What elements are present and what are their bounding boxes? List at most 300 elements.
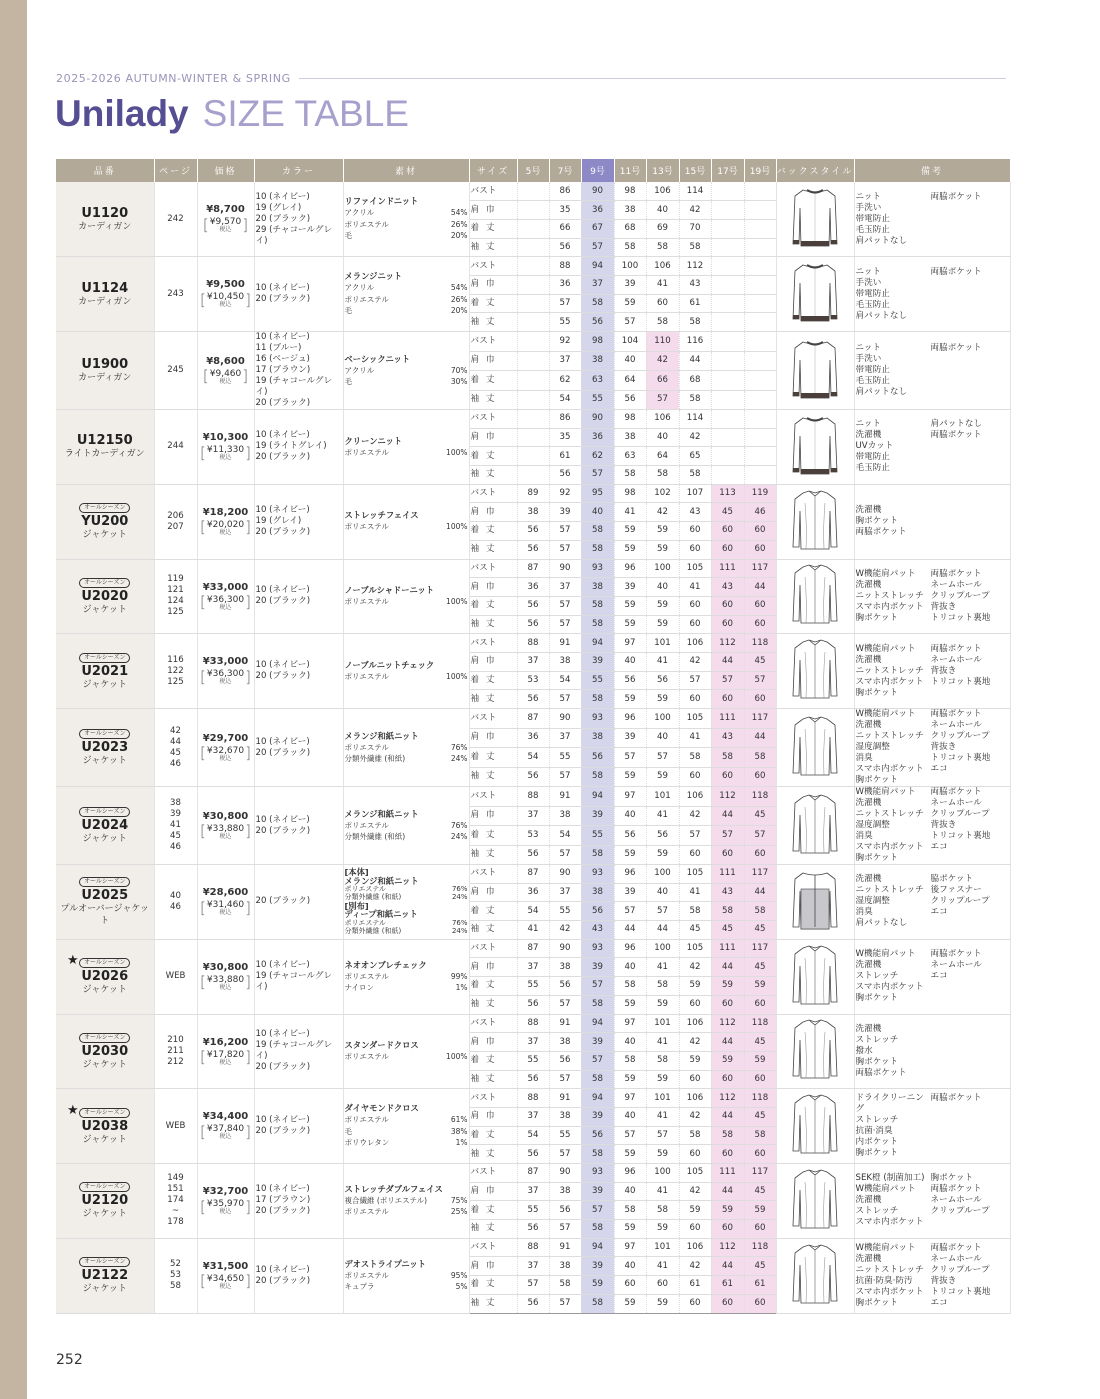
size-value: 41	[646, 275, 679, 294]
catalog-page-cell	[154, 787, 197, 865]
color-option: 20 (ブラック)	[255, 596, 311, 607]
notes-columns	[856, 874, 1009, 929]
product-name: カーディガン	[78, 296, 132, 307]
price-incl-tax-value: ¥35,970	[206, 1199, 245, 1210]
size-value: 60	[744, 1220, 776, 1239]
size-value: 59	[744, 1201, 776, 1220]
notes-columns	[856, 343, 1009, 398]
note-item: 両脇ポケット	[930, 1093, 982, 1104]
size-value: 59	[646, 767, 679, 787]
size-value: 106	[646, 257, 679, 276]
color-option: 20 (ブラック)	[255, 294, 311, 305]
material-title: スタンダードクロス	[344, 1040, 419, 1051]
size-value: 94	[581, 634, 614, 653]
back-style-cell	[776, 1089, 854, 1164]
size-value	[711, 257, 744, 276]
size-value: 41	[646, 1107, 679, 1126]
size-value: 41	[679, 883, 711, 902]
size-value: 55	[517, 977, 549, 996]
material-name: ポリエステル	[344, 742, 389, 752]
product-name: ジャケット	[82, 756, 127, 766]
material-name: ポリウレタン	[344, 1138, 390, 1148]
bracket-right: ]	[245, 667, 251, 686]
catalog-page-number: 116	[167, 654, 184, 665]
back-style-cell	[776, 1014, 854, 1089]
size-value: 92	[549, 484, 581, 503]
notes-column	[931, 1024, 1009, 1079]
size-value: 60	[711, 995, 744, 1014]
bracket-left: [	[200, 898, 206, 917]
note-item: 帯電防止	[855, 365, 890, 375]
price-incl-tax-value: ¥36,300	[206, 594, 245, 605]
size-value: 59	[646, 615, 679, 634]
size-value	[744, 275, 776, 294]
material-title: [本体]	[344, 867, 369, 878]
size-value: 61	[549, 447, 581, 466]
size-value: 101	[646, 1014, 679, 1033]
material-name: ポリエステル	[344, 918, 386, 927]
color-cell	[254, 1238, 343, 1313]
size-value: 40	[646, 201, 679, 220]
size-value: 91	[549, 787, 581, 807]
size-value: 59	[711, 977, 744, 996]
size-value	[517, 238, 549, 257]
material-line	[345, 820, 468, 832]
measure-label: 着 丈	[469, 1201, 517, 1220]
note-item: ニット	[855, 419, 881, 430]
color-option: 20 (ブラック)	[255, 747, 311, 758]
material-name: ポリエステル	[344, 1207, 389, 1217]
material-name: キュプラ	[344, 1282, 375, 1292]
col-header-notes: 備考	[854, 159, 1010, 182]
note-item: スマホ内ポケット	[855, 982, 924, 993]
product-code-cell	[56, 865, 154, 940]
measure-label: 袖 丈	[469, 313, 517, 332]
bracket-left: [	[200, 443, 206, 462]
product-name: ジャケット	[82, 679, 127, 690]
size-value: 56	[549, 1051, 581, 1070]
material-percent: 95%	[450, 1270, 468, 1280]
size-value: 118	[744, 787, 776, 807]
material-percent: 99%	[450, 971, 468, 981]
product-name: ジャケット	[82, 1134, 127, 1145]
catalog-page-number: 40	[170, 890, 181, 901]
measure-label: 着 丈	[469, 219, 517, 238]
product-name: ジャケット	[82, 604, 127, 615]
size-value: 57	[517, 1276, 549, 1295]
notes-column	[931, 1243, 1009, 1309]
size-value: 54	[517, 902, 549, 921]
note-item: 帯電防止	[855, 452, 890, 463]
material-line	[345, 927, 468, 935]
material-name: ポリエステル	[344, 294, 389, 304]
color-option: 20 (ブラック)	[255, 398, 311, 408]
size-value: 45	[744, 1033, 776, 1052]
product-code-cell	[56, 709, 154, 787]
size-value: 90	[581, 410, 614, 429]
size-value: 39	[581, 1033, 614, 1052]
size-value	[711, 466, 744, 485]
size-value: 60	[711, 845, 744, 865]
size-value: 56	[517, 596, 549, 615]
material-line	[345, 1195, 468, 1207]
color-option: 10 (ネイビー)	[255, 1264, 310, 1275]
size-value: 65	[679, 447, 711, 466]
bracket-right: ]	[245, 443, 251, 462]
notes-cell	[854, 939, 1010, 1014]
material-cell	[343, 939, 469, 1014]
col-header-size-9: 9号	[581, 159, 614, 182]
notes-cell	[854, 1014, 1010, 1089]
color-cell	[254, 332, 343, 410]
measure-label: 肩 巾	[469, 578, 517, 597]
size-value: 56	[517, 1145, 549, 1164]
product-name: ジャケット	[82, 530, 127, 541]
note-item: スマホ内ポケット	[855, 764, 924, 774]
size-value: 42	[679, 806, 711, 826]
material-name: 分類外繊維 (和紙)	[344, 893, 402, 902]
col-header-color: カラー	[254, 159, 343, 182]
size-value	[517, 313, 549, 332]
size-value: 100	[646, 1164, 679, 1183]
size-value: 59	[646, 522, 679, 541]
price-incl-tax-value: ¥37,840	[206, 1124, 245, 1135]
note-item: 手洗い	[855, 277, 882, 288]
size-value: 59	[614, 1145, 646, 1164]
note-item: ニットストレッチ	[855, 1264, 924, 1275]
material-line	[345, 742, 468, 754]
color-option: 17 (ブラウン)	[255, 1195, 311, 1206]
size-value: 41	[646, 1033, 679, 1052]
product-code-cell	[56, 182, 154, 257]
product-row	[56, 257, 1010, 276]
catalog-page-number: 58	[170, 1281, 181, 1292]
color-option: 19 (グレイ)	[255, 202, 302, 213]
note-item: 肩パットなし	[855, 310, 908, 321]
material-line	[345, 1114, 468, 1126]
size-value: 111	[711, 1164, 744, 1183]
product-code: U2023	[81, 740, 129, 755]
notes-column	[931, 644, 1009, 699]
size-value	[744, 371, 776, 391]
size-value	[517, 428, 549, 447]
size-value: 96	[614, 1164, 646, 1183]
material-title: ノーブルニットチェック	[344, 659, 435, 670]
material-line	[345, 207, 468, 219]
all-season-badge: オールシーズン	[79, 729, 130, 739]
size-value	[711, 201, 744, 220]
size-value: 94	[581, 1089, 614, 1108]
material-line	[345, 1270, 468, 1282]
product-code: U1120	[81, 205, 129, 221]
price-cell	[197, 787, 254, 865]
note-item: トリコット裏地	[930, 1286, 991, 1297]
size-value: 93	[581, 1164, 614, 1183]
size-value: 119	[744, 484, 776, 503]
size-value: 105	[679, 709, 711, 729]
measure-label: バスト	[469, 484, 517, 503]
size-value: 58	[679, 466, 711, 485]
size-value: 60	[744, 596, 776, 615]
size-value: 57	[646, 902, 679, 921]
size-value: 56	[581, 902, 614, 921]
product-row	[56, 709, 1010, 729]
size-value	[517, 294, 549, 313]
size-value: 118	[744, 1014, 776, 1033]
season-rule	[299, 78, 1006, 79]
material-percent: 76%	[450, 742, 468, 752]
note-item: 洗濯機	[855, 798, 882, 808]
size-value: 36	[517, 883, 549, 902]
size-value: 40	[581, 503, 614, 522]
measure-label: バスト	[469, 1089, 517, 1108]
size-value: 41	[646, 806, 679, 826]
size-value: 56	[517, 522, 549, 541]
size-value: 97	[614, 1238, 646, 1257]
all-season-badge: オールシーズン	[79, 807, 130, 817]
material-cell	[343, 787, 469, 865]
size-value	[711, 447, 744, 466]
material-cell	[343, 332, 469, 410]
col-header-code: 品番	[56, 159, 154, 182]
measure-label: 袖 丈	[469, 845, 517, 865]
price-incl-tax-value: ¥31,460	[206, 900, 245, 911]
size-value: 54	[549, 671, 581, 690]
bracket-left: [	[200, 1197, 206, 1216]
material-name: 分類外繊維 (和紙)	[344, 927, 402, 936]
size-value: 55	[581, 671, 614, 690]
note-item: 胸ポケット	[855, 1056, 899, 1067]
bracket-left: [	[200, 593, 206, 612]
bracket-right: ]	[245, 290, 251, 309]
material-line	[345, 365, 468, 377]
size-value: 112	[679, 257, 711, 276]
size-value: 106	[646, 182, 679, 201]
notes-cell	[854, 1089, 1010, 1164]
size-value: 57	[646, 390, 679, 410]
size-value: 37	[549, 883, 581, 902]
notes-cell	[854, 559, 1010, 634]
size-value: 58	[581, 540, 614, 559]
measure-label: 肩 巾	[469, 883, 517, 902]
size-value: 58	[646, 238, 679, 257]
catalog-page-number: 174	[167, 1195, 184, 1206]
product-row	[56, 559, 1010, 578]
material-name: 毛	[344, 306, 352, 316]
size-value: 38	[581, 883, 614, 902]
page-title	[55, 92, 409, 136]
notes-column	[856, 709, 931, 786]
price-incl-tax-group	[200, 824, 251, 840]
size-value: 106	[646, 410, 679, 429]
size-value: 69	[646, 219, 679, 238]
size-value: 111	[711, 709, 744, 729]
note-item: 洗濯機	[855, 720, 882, 730]
color-option: 10 (ネイビー)	[255, 191, 310, 202]
size-value: 89	[517, 484, 549, 503]
size-value: 106	[679, 1089, 711, 1108]
size-value	[517, 275, 549, 294]
measure-label: 肩 巾	[469, 728, 517, 748]
notes-columns	[856, 569, 1009, 624]
size-value	[711, 390, 744, 410]
material-percent: 26%	[450, 294, 468, 304]
price-incl-tax	[207, 1124, 244, 1140]
size-value: 56	[517, 690, 549, 709]
material-percent: 54%	[450, 283, 468, 293]
size-value: 106	[679, 1014, 711, 1033]
size-value: 59	[581, 1276, 614, 1295]
price-incl-tax-value: ¥33,880	[206, 823, 245, 834]
size-value: 44	[711, 806, 744, 826]
size-value: 42	[679, 1033, 711, 1052]
tax-label: 税込	[219, 301, 232, 309]
product-name: ジャケット	[82, 1209, 127, 1220]
product-row	[56, 484, 1010, 503]
note-item: ネームホール	[930, 654, 982, 665]
all-season-badge: オールシーズン	[79, 1182, 130, 1192]
size-value: 117	[744, 559, 776, 578]
measure-label: バスト	[469, 865, 517, 884]
note-item: 両脇ポケット	[930, 568, 982, 579]
size-value: 58	[614, 977, 646, 996]
note-item: 両脇ポケット	[930, 949, 982, 960]
color-option: 17 (ブラウン)	[255, 365, 311, 375]
notes-column	[856, 949, 931, 1004]
note-item: 帯電防止	[855, 213, 890, 224]
tax-label: 税込	[219, 754, 232, 762]
note-item: エコ	[930, 971, 948, 982]
measure-label: 着 丈	[469, 748, 517, 768]
size-value: 60	[711, 522, 744, 541]
material-line	[345, 753, 468, 765]
size-value: 55	[581, 390, 614, 410]
price-incl-tax-value: ¥10,450	[206, 292, 245, 303]
size-value: 60	[646, 294, 679, 313]
product-code: U2024	[81, 818, 129, 833]
catalog-page-number: 242	[167, 213, 184, 224]
note-item: 毛玉防止	[855, 376, 890, 386]
notes-column	[856, 1173, 931, 1228]
size-value: 58	[679, 313, 711, 332]
measure-label: 袖 丈	[469, 1294, 517, 1313]
material-title: メランジ和紙ニット	[344, 730, 419, 741]
material-percent: 1%	[455, 983, 468, 993]
size-value: 91	[549, 1238, 581, 1257]
note-item: クリップループ	[930, 1264, 990, 1275]
price-incl-tax-group	[200, 1050, 251, 1066]
col-header-size: サイズ	[469, 159, 517, 182]
note-item: 毛玉防止	[855, 299, 890, 310]
size-value	[711, 332, 744, 352]
size-value: 91	[549, 634, 581, 653]
back-style-cell	[776, 709, 854, 787]
size-value: 94	[581, 1014, 614, 1033]
size-value: 56	[614, 671, 646, 690]
measure-label: 着 丈	[469, 1126, 517, 1145]
size-value: 43	[581, 921, 614, 940]
size-value: 59	[646, 995, 679, 1014]
measure-label: 袖 丈	[469, 466, 517, 485]
material-title: リファインドニット	[344, 196, 419, 207]
size-value: 56	[549, 1201, 581, 1220]
size-value: 70	[679, 219, 711, 238]
product-code: U1900	[81, 357, 129, 372]
note-item: 洗濯機	[855, 1023, 882, 1034]
material-line	[345, 376, 468, 388]
size-value: 53	[517, 671, 549, 690]
size-value: 100	[614, 257, 646, 276]
size-value: 44	[679, 351, 711, 371]
size-value: 37	[549, 578, 581, 597]
material-cell	[343, 1014, 469, 1089]
material-title: メランジニット	[344, 271, 403, 282]
size-value	[517, 219, 549, 238]
note-item: 胸ポケット	[855, 516, 899, 527]
material-name: ポリエステル	[344, 1052, 389, 1062]
note-item: 胸ポケット	[855, 1148, 899, 1159]
size-value: 61	[744, 1276, 776, 1295]
note-item: W機能肩パット	[855, 709, 916, 719]
price-incl-tax-group	[203, 369, 248, 385]
size-value: 56	[517, 1294, 549, 1313]
size-value: 42	[679, 201, 711, 220]
catalog-page-cell	[154, 634, 197, 709]
size-value: 60	[744, 995, 776, 1014]
season-text: 2025-2026 AUTUMN-WINTER & SPRING	[56, 72, 291, 85]
price-incl-tax-group	[200, 900, 251, 916]
all-season-badge: オールシーズン	[79, 653, 130, 663]
bracket-right: ]	[245, 973, 251, 992]
size-value: 58	[581, 522, 614, 541]
product-code-cell	[56, 939, 154, 1014]
price-excl-tax: ¥32,700	[202, 1186, 249, 1198]
size-value: 57	[614, 748, 646, 768]
measure-label: 着 丈	[469, 596, 517, 615]
note-item: トリコット裏地	[930, 676, 991, 687]
note-item: クリップループ	[930, 809, 990, 819]
size-value: 60	[679, 1145, 711, 1164]
size-value: 95	[581, 484, 614, 503]
size-value: 59	[711, 1201, 744, 1220]
price-incl-tax-value: ¥9,460	[209, 368, 242, 379]
size-value: 57	[581, 1051, 614, 1070]
notes-columns	[856, 505, 1009, 538]
note-item: ネームホール	[930, 798, 982, 808]
material-cell	[343, 257, 469, 332]
price-incl-tax-value: ¥9,570	[209, 217, 242, 228]
bracket-right: ]	[245, 822, 251, 841]
size-value: 44	[711, 1257, 744, 1276]
notes-column	[931, 419, 1009, 474]
size-value: 35	[549, 428, 581, 447]
price-excl-tax: ¥29,700	[202, 732, 249, 744]
catalog-page-number: 121	[167, 585, 184, 596]
note-item: 毛玉防止	[855, 463, 890, 474]
size-value: 97	[614, 1089, 646, 1108]
note-item: ストレッチ	[855, 971, 899, 982]
catalog-page-number: 210	[167, 1034, 184, 1045]
size-value: 39	[581, 806, 614, 826]
size-value: 96	[614, 709, 646, 729]
note-item: ニットストレッチ	[855, 809, 924, 819]
size-value: 58	[614, 238, 646, 257]
color-cell	[254, 1164, 343, 1239]
price-incl-tax	[207, 520, 244, 536]
size-value	[711, 294, 744, 313]
note-item: 両脇ポケット	[930, 1184, 982, 1195]
notes-column	[931, 787, 1009, 864]
